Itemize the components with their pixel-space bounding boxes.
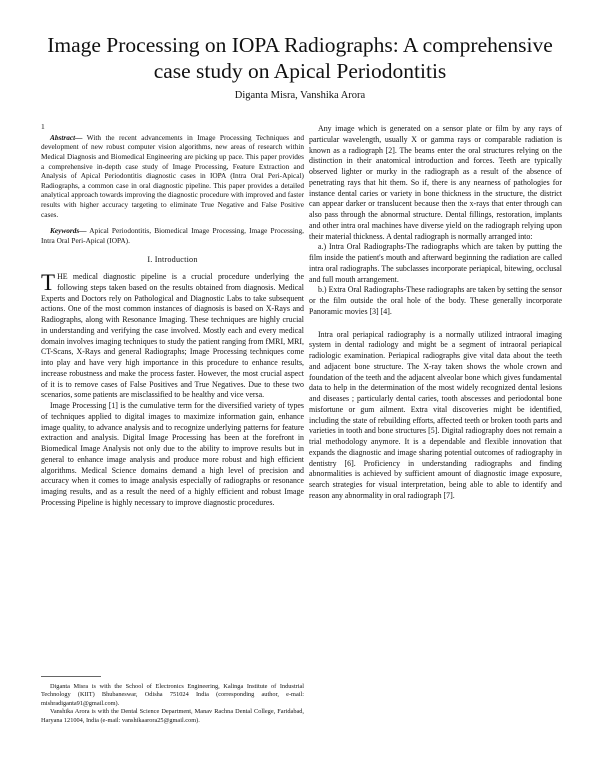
footnote-1: Diganta Misra is with the School of Electronics Engineering, Kalinga Institute of Industrial Technology (KIIT) Bhubaneswar, Odisha 751024 India (corresponding author, e-mail: mishradiganta91@gmail.com). xyxy=(41,683,304,707)
abstract-text: With the recent advancements in Image Processing Techniques and development of new robust computer vision algorithms, new areas of research within Medical Diagnosis and Biomedical Engineering are picking up pace. This paper provides a comprehensive in-depth case study of Image Processing, Feature Extraction and Analysis of Apical Periodontitis diagnostic cases in IOPA (Intra Oral Peri-Apical) Radiographs, a common case in oral diagnostic pipeline. This paper provides a detailed analytical approach towards improving the diagnostic procedure with improved and faster results with higher accuracy targeting to eliminate True Negative and False Positive cases. xyxy=(41,132,304,219)
right-paragraph-4: Intra oral periapical radiography is a normally utilized intraoral imaging system in dental radiology and might be a segment of intraoral periapical radiologic examination. Periapical radiographs give vital data about the teeth and adjacent bone structure. The X-ray taken shows the whole crown and foundation of the teeth and the adjacent alveolar bone which gives fundamental data to help in the determination of the most widely recognized dental lesions and diseases ; particularly dental caries, tooth abscesses and periodontal bone misfortune or gum ailment. Extra vital discoveries might be identified, including the state of rebuilding efforts, affected teeth or broken tooth parts and varieties in tooth and bone structures [5]. Digital radiography does not remain a trial methodology anymore. It is a dependable and flexible innovation that expands the diagnostic and image sharing potential outcomes of radiography in dentistry [6]. Proficiency in understanding radiographs and finding abnormalities is achieved by sufficient amount of diagnostic image exposure, search strategies for visual interpretation, being able to able to identify and reason any abnormality in oral radiograph [7]. xyxy=(309,329,562,500)
left-column xyxy=(41,122,304,509)
authors: Diganta Misra, Vanshika Arora xyxy=(234,90,366,101)
keywords-text: Apical Periodontitis, Biomedical Image Processing, Image Processing, Intra Oral Peri-Apical (IOPA). xyxy=(41,226,304,245)
intro-p1-text: HE medical diagnostic pipeline is a crucial procedure underlying the following steps taken based on the results obtained from diagnosis. Medical Experts and Doctors rely on Pathological and Diagnostic Labs to take subsequent actions. One of the most common instances of diagnosis is based on X-Rays and Radiographs, along with Resonance Imaging. These techniques are highly crucial in understanding and verifying the case involved. Mostly each and every medical domain involves imaging techniques to study the patient ranging from fMRI, MRI, CT-Scans, X-Rays and general Radiographs; Image Processing techniques come into play and have very high importance in this procedure to enhance results, increase robustness and make the process faster. However, the most crucial aspect of it is to remove cases of False Positives and True Negatives. Due to these two scenarios, some patients are misclassified to be healthy and vice versa. xyxy=(41,272,304,400)
abstract xyxy=(41,133,304,219)
paragraph-gap xyxy=(309,318,562,330)
paper-title: Image Processing on IOPA Radiographs: A comprehensive case study on Apical Periodontitis xyxy=(47,33,553,83)
abstract-label: Abstract— xyxy=(50,132,83,142)
page-number: 1 xyxy=(41,122,45,131)
right-column xyxy=(309,124,562,502)
intro-paragraph-2: Image Processing [1] is the cumulative term for the diversified variety of types of techniques applied to digital images to maximize information gain, enhance image quality, to advance analysis and to recognize underlying patterns for feature extraction and analysis. Digital Image Processing has been at the forefront in Biomedical Image Analysis not only due to the ability to improve results but in general to enhance image analysis and produce more robust and high efficient algorithms. Medical Science domains demand a high level of precision and accuracy when it comes to image analysis especially of radiographs or resonance imaging results, and as a result the need of a highly efficient and robust Image Processing Pipeline is highly necessary to improve diagnostic procedures. xyxy=(41,401,304,507)
right-paragraph-3: b.) Extra Oral Radiographs-These radiographs are taken by setting the sensor or the film outside the oral hole of the body. These generally incorporate Panoramic movies [3] [4]. xyxy=(309,285,562,316)
footnotes xyxy=(41,683,304,725)
footnote-2: Vanshika Arora is with the Dental Science Department, Manav Rachna Dental College, Faridabad, Haryana 121004, India (e-mail: vanshikaarora25@gmail.com). xyxy=(41,708,304,724)
section-heading: I. Introduction xyxy=(147,255,198,265)
keywords xyxy=(41,226,304,245)
keywords-label: Keywords— xyxy=(50,226,87,236)
drop-cap: T xyxy=(41,270,56,296)
right-paragraph-2: a.) Intra Oral Radiographs-The radiographs which are taken by putting the film inside the patient's mouth and afterward beginning the radiation are called intra oral radiographs. The subclasses incorporate periapical, bitewing, occlusal and full mouth arrangement. xyxy=(309,242,562,284)
intro-paragraph-1 xyxy=(41,272,304,401)
footnote-rule xyxy=(41,676,101,677)
right-paragraph-1: Any image which is generated on a sensor plate or film by any rays of particular wavelength, usually X or gamma rays or comparable radiation is known as a radiograph [2]. The beams enter the oral structures relying on the distinction in their anatomical introduction and forces. Teeth are typically observed lighter or murky in the radiograph as a result of the absence of penetrating rays that hit them. So if, there is any nearness of pathologies for instance dental caries or variety in bone thickness in the structure, the district can appear darker or translucent because then the x-rays that enter through can also pass through the abnormal structure. Dental fillings, restoration, implants and other intra oral machines have diverse yield on the radiograph relying upon their material thickness. A dental radiograph is normally arranged into: xyxy=(309,124,562,241)
